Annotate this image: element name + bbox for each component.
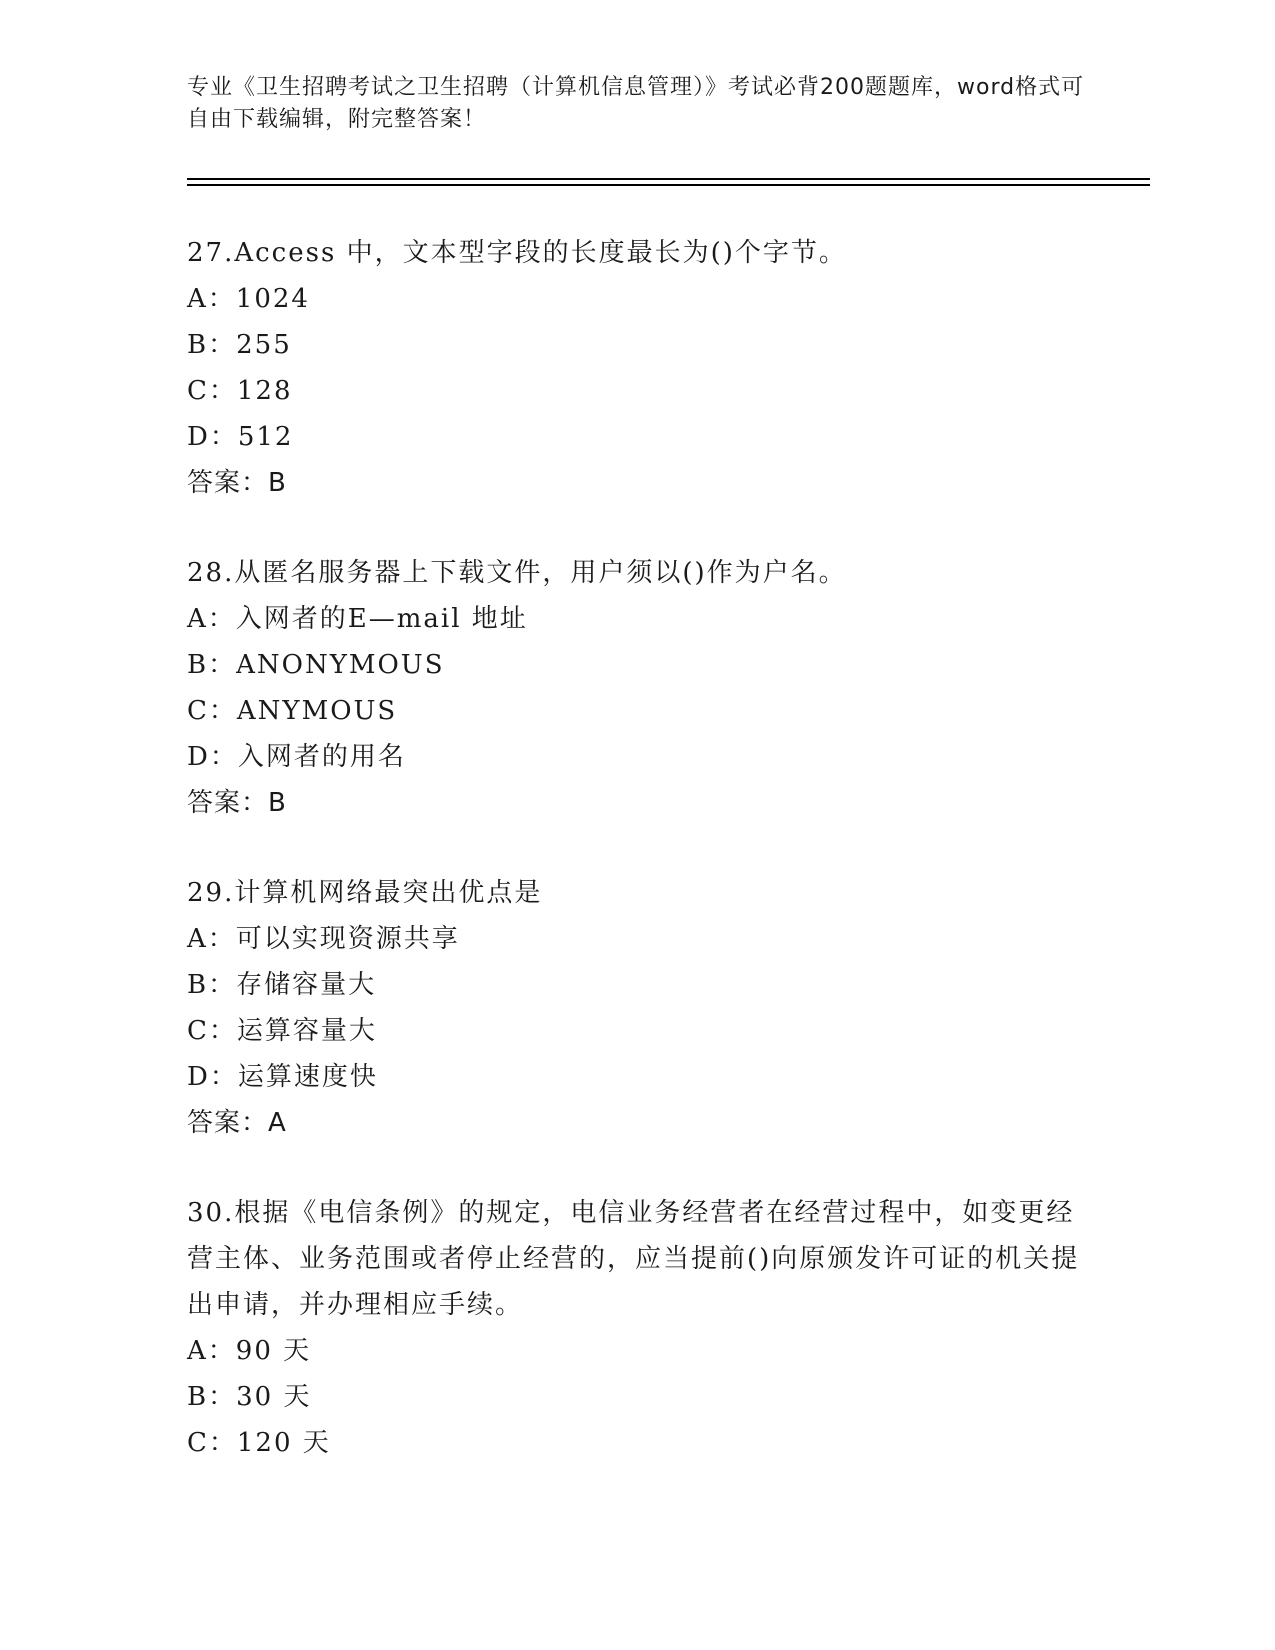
question-27: [187, 230, 1087, 506]
option-b: B：ANONYMOUS: [187, 650, 445, 680]
answer-label: 答案：: [187, 468, 269, 498]
header-divider-top: [187, 178, 1150, 180]
question-stem: 27.Access 中，文本型字段的长度最长为()个字节。: [187, 238, 847, 268]
option-b: B：30 天: [187, 1382, 312, 1412]
question-stem: 30.根据《电信条例》的规定，电信业务经营者在经营过程中，如变更经营主体、业务范围或者停止经营的，应当提前()向原颁发许可证的机关提出申请，并办理相应手续。: [187, 1198, 1080, 1320]
answer-label: 答案：: [187, 1108, 269, 1138]
question-29: [187, 870, 1087, 1146]
option-a: A：90 天: [187, 1336, 312, 1366]
option-d: D：入网者的用名: [187, 742, 406, 772]
answer-value: B: [268, 468, 287, 498]
answer-line: [187, 1100, 1087, 1146]
option-a: A：1024: [187, 284, 310, 314]
option-b: B：存储容量大: [187, 970, 377, 1000]
answer-value: A: [268, 1108, 287, 1138]
option-a: A：可以实现资源共享: [187, 924, 460, 954]
question-28: [187, 550, 1087, 826]
answer-line: [187, 460, 1087, 506]
option-c: C：128: [187, 376, 293, 406]
answer-line: [187, 780, 1087, 826]
option-b: B：255: [187, 330, 292, 360]
header-divider-bottom: [187, 184, 1150, 186]
question-stem: 28.从匿名服务器上下载文件，用户须以()作为户名。: [187, 558, 847, 588]
answer-value: B: [268, 788, 287, 818]
answer-label: 答案：: [187, 788, 269, 818]
option-d: D：512: [187, 422, 294, 452]
document-header: 专业《卫生招聘考试之卫生招聘（计算机信息管理）》考试必背200题题库，word格式可自由下载编辑，附完整答案！: [187, 75, 1085, 132]
option-c: C：ANYMOUS: [187, 696, 398, 726]
option-d: D：运算速度快: [187, 1062, 378, 1092]
option-c: C：120 天: [187, 1428, 331, 1458]
option-a: A：入网者的E—mail 地址: [187, 604, 528, 634]
question-30: [187, 1190, 1087, 1466]
question-stem: 29.计算机网络最突出优点是: [187, 878, 543, 908]
option-c: C：运算容量大: [187, 1016, 377, 1046]
